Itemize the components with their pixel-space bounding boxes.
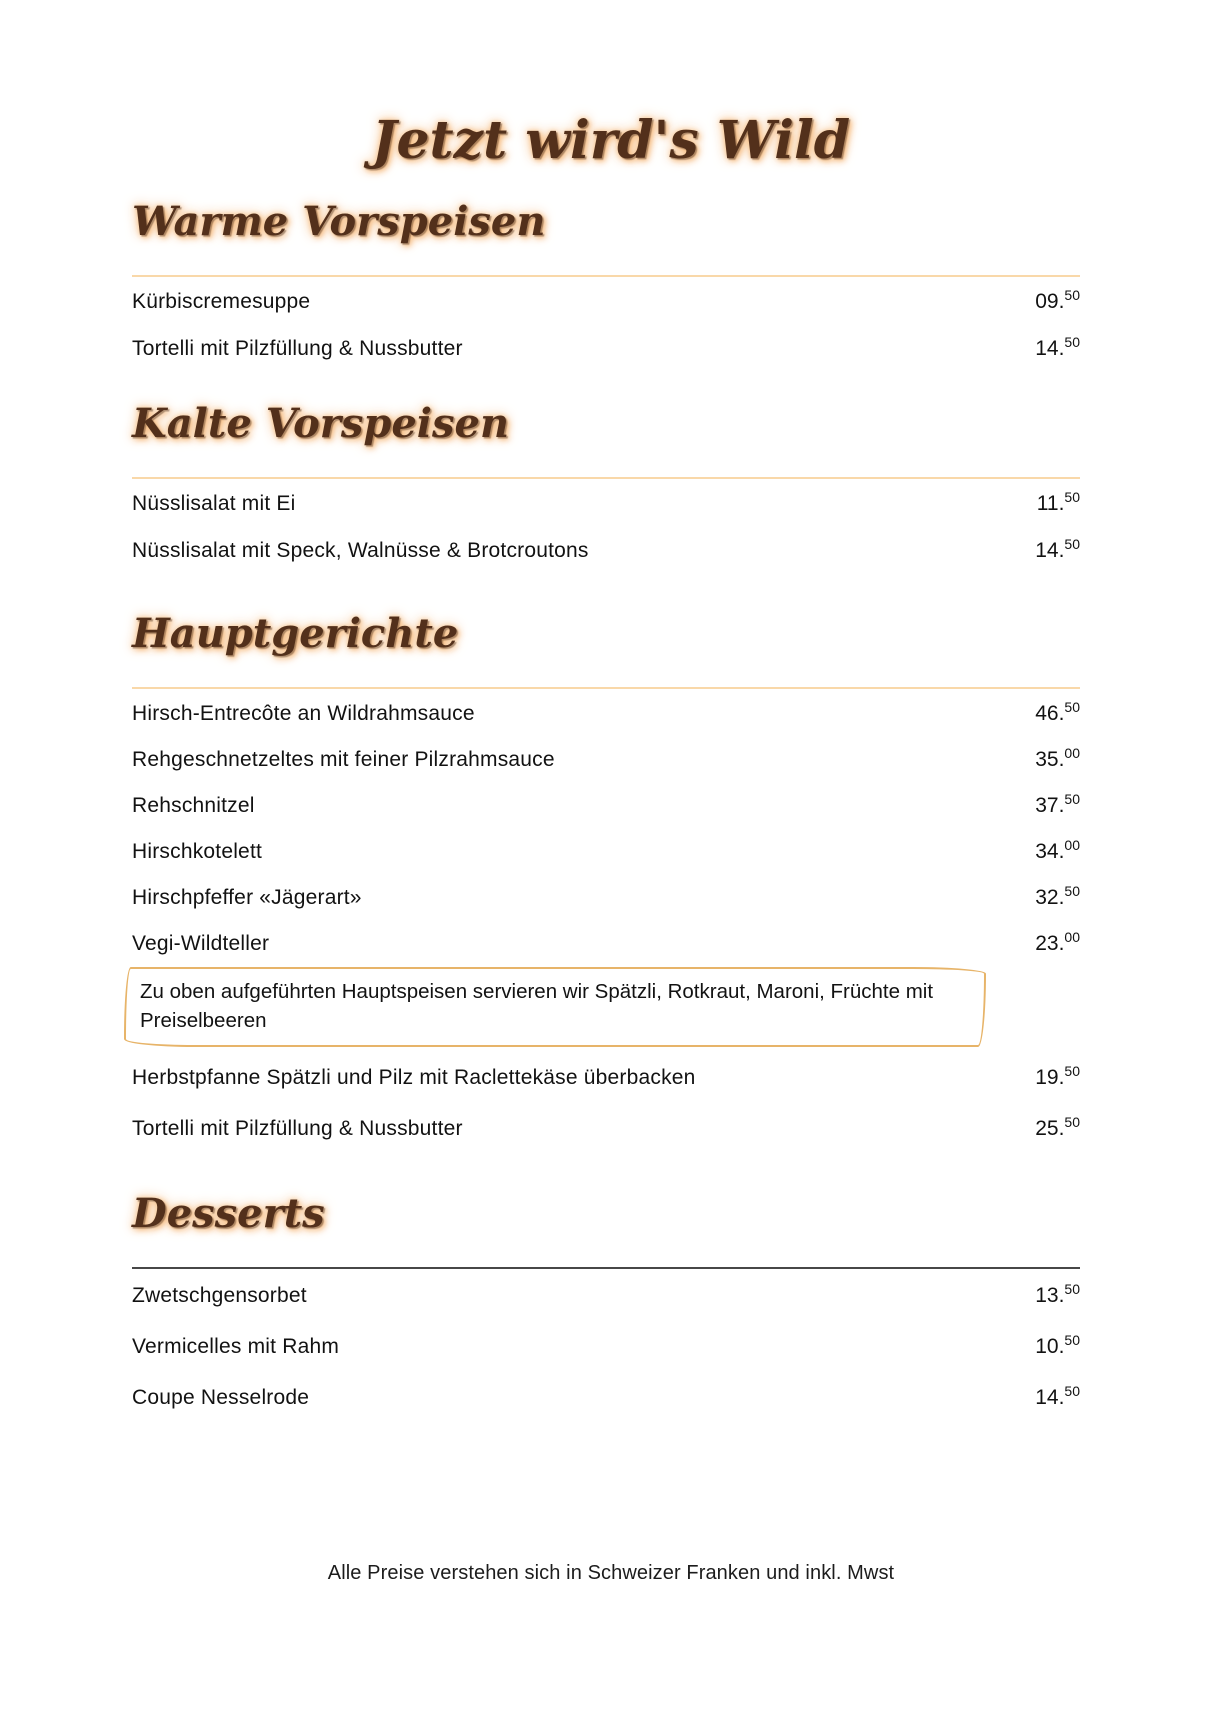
section-hauptgerichte <box>132 611 1080 1153</box>
dish-name: Coupe Nesselrode <box>132 1386 310 1410</box>
price-cents: 50 <box>1064 536 1080 553</box>
dish-price <box>1035 699 1080 726</box>
side-dishes-note-text: Zu oben aufgeführten Hauptspeisen servieren wir Spätzli, Rotkraut, Maroni, Früchte mit Preiselbeeren <box>140 980 934 1033</box>
dish-name: Zwetschgensorbet <box>132 1284 307 1308</box>
price-cents: 50 <box>1064 1332 1080 1349</box>
dish-name: Nüsslisalat mit Speck, Walnüsse & Brotcroutons <box>132 539 589 563</box>
dish-name: Tortelli mit Pilzfüllung & Nussbutter <box>132 337 463 361</box>
dish-name: Tortelli mit Pilzfüllung & Nussbutter <box>132 1117 463 1141</box>
section-title: Desserts <box>132 1190 325 1238</box>
price-main: 46. <box>1035 701 1065 725</box>
price-cents: 00 <box>1064 836 1080 853</box>
price-main: 14. <box>1035 1386 1065 1410</box>
menu-item-row <box>132 827 1080 873</box>
menu-item-row <box>132 324 1080 371</box>
price-main: 09. <box>1035 290 1065 314</box>
dish-price <box>1035 334 1080 361</box>
footer-price-note: Alle Preise verstehen sich in Schweizer Franken und inkl. Mwst <box>327 1562 895 1584</box>
price-main: 34. <box>1035 839 1065 863</box>
menu-item-row <box>132 1102 1080 1153</box>
price-cents: 50 <box>1064 489 1080 506</box>
price-cents: 50 <box>1064 1281 1080 1298</box>
dish-name: Hirsch-Entrecôte an Wildrahmsauce <box>132 701 475 725</box>
section-desserts <box>132 1191 1080 1422</box>
price-cents: 50 <box>1064 1114 1080 1131</box>
dish-price <box>1035 837 1080 864</box>
dish-price <box>1035 791 1080 818</box>
section-title: Warme Vorspeisen <box>132 198 546 246</box>
price-main: 35. <box>1035 747 1065 771</box>
section-title: Kalte Vorspeisen <box>132 400 510 448</box>
dish-price <box>1037 489 1080 516</box>
price-main: 19. <box>1035 1066 1065 1090</box>
price-main: 14. <box>1035 337 1065 361</box>
price-cents: 50 <box>1064 1063 1080 1080</box>
price-main: 14. <box>1035 539 1065 563</box>
dish-price <box>1035 883 1080 910</box>
dish-name: Hirschkotelett <box>132 839 263 863</box>
price-cents: 00 <box>1064 744 1080 761</box>
price-main: 11. <box>1036 492 1065 516</box>
section-warme-vorspeisen <box>132 199 1080 371</box>
dish-price <box>1035 745 1080 772</box>
price-cents: 50 <box>1064 287 1080 304</box>
price-main: 32. <box>1035 885 1065 909</box>
dish-price <box>1035 1332 1080 1359</box>
menu-item-row <box>132 277 1080 324</box>
dish-price <box>1035 536 1080 563</box>
dish-price <box>1035 287 1080 314</box>
section-kalte-vorspeisen <box>132 401 1080 573</box>
menu-item-row <box>132 689 1080 735</box>
dish-price <box>1035 929 1080 956</box>
price-cents: 50 <box>1064 882 1080 899</box>
side-dishes-note-box <box>124 967 986 1047</box>
dish-price <box>1035 1063 1080 1090</box>
dish-name: Vermicelles mit Rahm <box>132 1335 340 1359</box>
menu-item-row <box>132 479 1080 526</box>
price-main: 23. <box>1035 931 1065 955</box>
menu-content <box>0 199 1222 1422</box>
price-cents: 00 <box>1064 928 1080 945</box>
dish-name: Vegi-Wildteller <box>132 931 270 955</box>
dish-price <box>1035 1114 1080 1141</box>
section-title: Hauptgerichte <box>132 610 459 658</box>
menu-item-row <box>132 873 1080 919</box>
dish-name: Rehschnitzel <box>132 793 255 817</box>
price-main: 10. <box>1035 1335 1065 1359</box>
dish-price <box>1035 1281 1080 1308</box>
dish-name: Kürbiscremesuppe <box>132 290 311 314</box>
price-cents: 50 <box>1064 1383 1080 1400</box>
dish-name: Herbstpfanne Spätzli und Pilz mit Raclettekäse überbacken <box>132 1066 696 1090</box>
menu-item-row <box>132 1320 1080 1371</box>
menu-item-row <box>132 919 1080 965</box>
dish-price <box>1035 1383 1080 1410</box>
menu-item-row <box>132 1269 1080 1320</box>
dish-name: Rehgeschnetzeltes mit feiner Pilzrahmsauce <box>132 747 555 771</box>
menu-item-row <box>132 1371 1080 1422</box>
dish-name: Nüsslisalat mit Ei <box>132 492 296 516</box>
menu-item-row <box>132 735 1080 781</box>
menu-item-row <box>132 1051 1080 1102</box>
price-cents: 50 <box>1064 790 1080 807</box>
price-cents: 50 <box>1064 334 1080 351</box>
price-cents: 50 <box>1064 698 1080 715</box>
menu-item-row <box>132 781 1080 827</box>
dish-name: Hirschpfeffer «Jägerart» <box>132 885 362 909</box>
price-main: 25. <box>1035 1117 1065 1141</box>
price-main: 37. <box>1035 793 1065 817</box>
menu-item-row <box>132 526 1080 573</box>
price-main: 13. <box>1035 1284 1065 1308</box>
menu-title: Jetzt wird's Wild <box>371 110 851 171</box>
